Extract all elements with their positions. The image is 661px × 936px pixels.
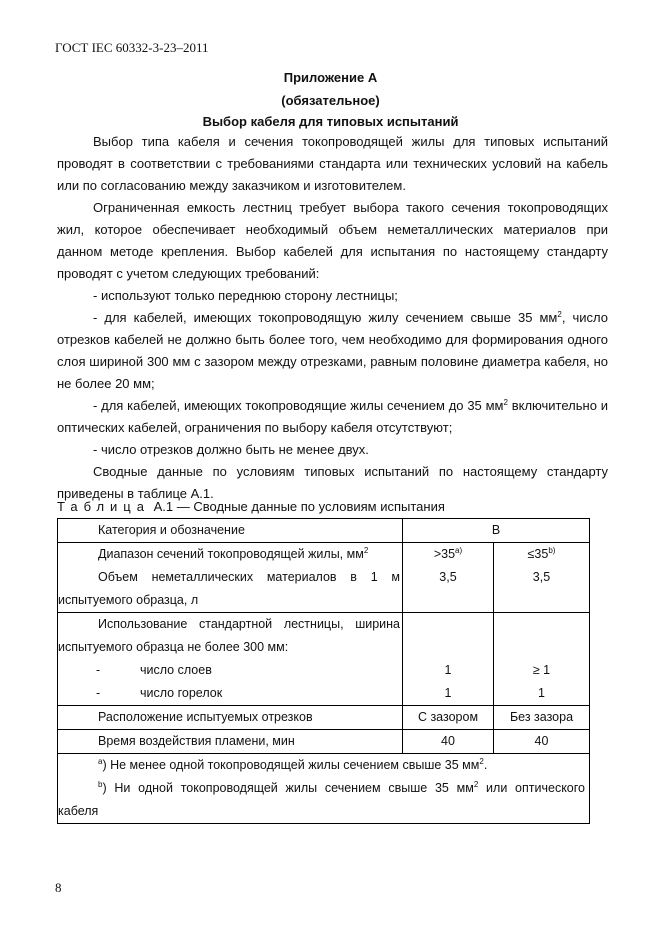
footnote-a: $^а$) Не менее одной токопроводящей жилы сечением свыше 35 $мм^2$. [98,757,488,772]
placement-value-a: С зазором [417,710,479,724]
burners-label: - число горелок [96,686,223,700]
placement-label: Расположение испытуемых отрезков [98,710,313,724]
table-row [58,543,590,613]
category-label: Категория и обозначение [98,523,245,537]
category-value: B [491,523,501,537]
layers-value-a: 1 [444,663,452,677]
annex-subtitle: Выбор кабеля для типовых испытаний [202,114,459,129]
conditions-table [57,518,590,824]
volume-label-line2: испытуемого образца, л [58,593,199,607]
annex-status: (обязательное) [281,93,380,108]
range-value-a: $>35^{а)}$ [433,546,463,561]
paragraph-3: Сводные данные по условиям типовых испытаний по настоящему стандарту приведены в таблице А.1. [57,464,608,501]
burners-value-a: 1 [444,686,452,700]
volume-value-a: 3,5 [439,570,457,584]
time-value-b: 40 [534,734,549,748]
volume-value-b: 3,5 [532,570,551,584]
table-row [58,754,590,824]
time-label: Время воздействия пламени, мин [98,734,295,748]
footnote-b-line2: кабеля [58,804,99,818]
layers-value-b: ≥ 1 [532,663,551,677]
table-row [58,613,590,706]
table-caption-text: А.1 — Сводные данные по условиям испытания [153,499,445,514]
list-item-4: - число отрезков должно быть не менее двух. [93,442,369,457]
list-item-2: - для кабелей, имеющих токопроводящую жилу сечением свыше 35 $мм^2$, число отрезков кабелей не должно быть более того, чем необходимо для формирования одного слоя шириной 300 мм с зазором между отрезками, равным половине диаметра кабеля, но не более 20 мм; [57,310,608,391]
footnote-b: $^b$) Ни одной токопроводящей жилы сечением свыше 35 $мм^2$ или оптического [98,780,585,795]
table-row [58,730,590,754]
standard-header: ГОСТ IEC 60332-3-23–2011 [55,40,209,55]
table-row [58,706,590,730]
table-caption [57,499,445,514]
time-value-a: 40 [441,734,455,748]
list-item-1: - используют только переднюю сторону лестницы; [93,288,398,303]
paragraph-2: Ограниченная емкость лестниц требует выбора такого сечения токопроводящих жил, которое обеспечивает необходимый объем неметаллических материалов при данном методе крепления. Выбор кабелей для испытания по настоящему стандарту проводят с учетом следующих требований: [57,200,608,281]
ladder-label-line2: испытуемого образца не более 300 мм: [58,640,289,654]
range-value-b: $\le 35^{b)}$ [527,546,556,561]
placement-value-b: Без зазора [509,710,574,724]
list-item-3: - для кабелей, имеющих токопроводящие жилы сечением до 35 $мм^2$ включительно и оптических кабелей, ограничения по выбору кабеля отсутствуют; [57,398,608,435]
table-row [58,519,590,543]
table-caption-word: Таблица [57,499,150,514]
ladder-label-line1: Использование стандартной лестницы, ширина [98,617,400,631]
range-label: Диапазон сечений токопроводящей жилы, $мм^2$ [98,546,369,561]
layers-label: - число слоев [96,663,212,677]
page-number: 8 [55,880,62,895]
paragraph-1: Выбор типа кабеля и сечения токопроводящей жилы для типовых испытаний проводят в соответствии с требованиями стандарта или технических условий на кабель или по согласованию между заказчиком и изготовителем. [57,134,608,193]
annex-title: Приложение А [283,70,378,85]
burners-value-b: 1 [538,686,545,700]
body-text [57,131,608,505]
volume-label-line1: Объем неметаллических материалов в 1 м [98,570,400,584]
